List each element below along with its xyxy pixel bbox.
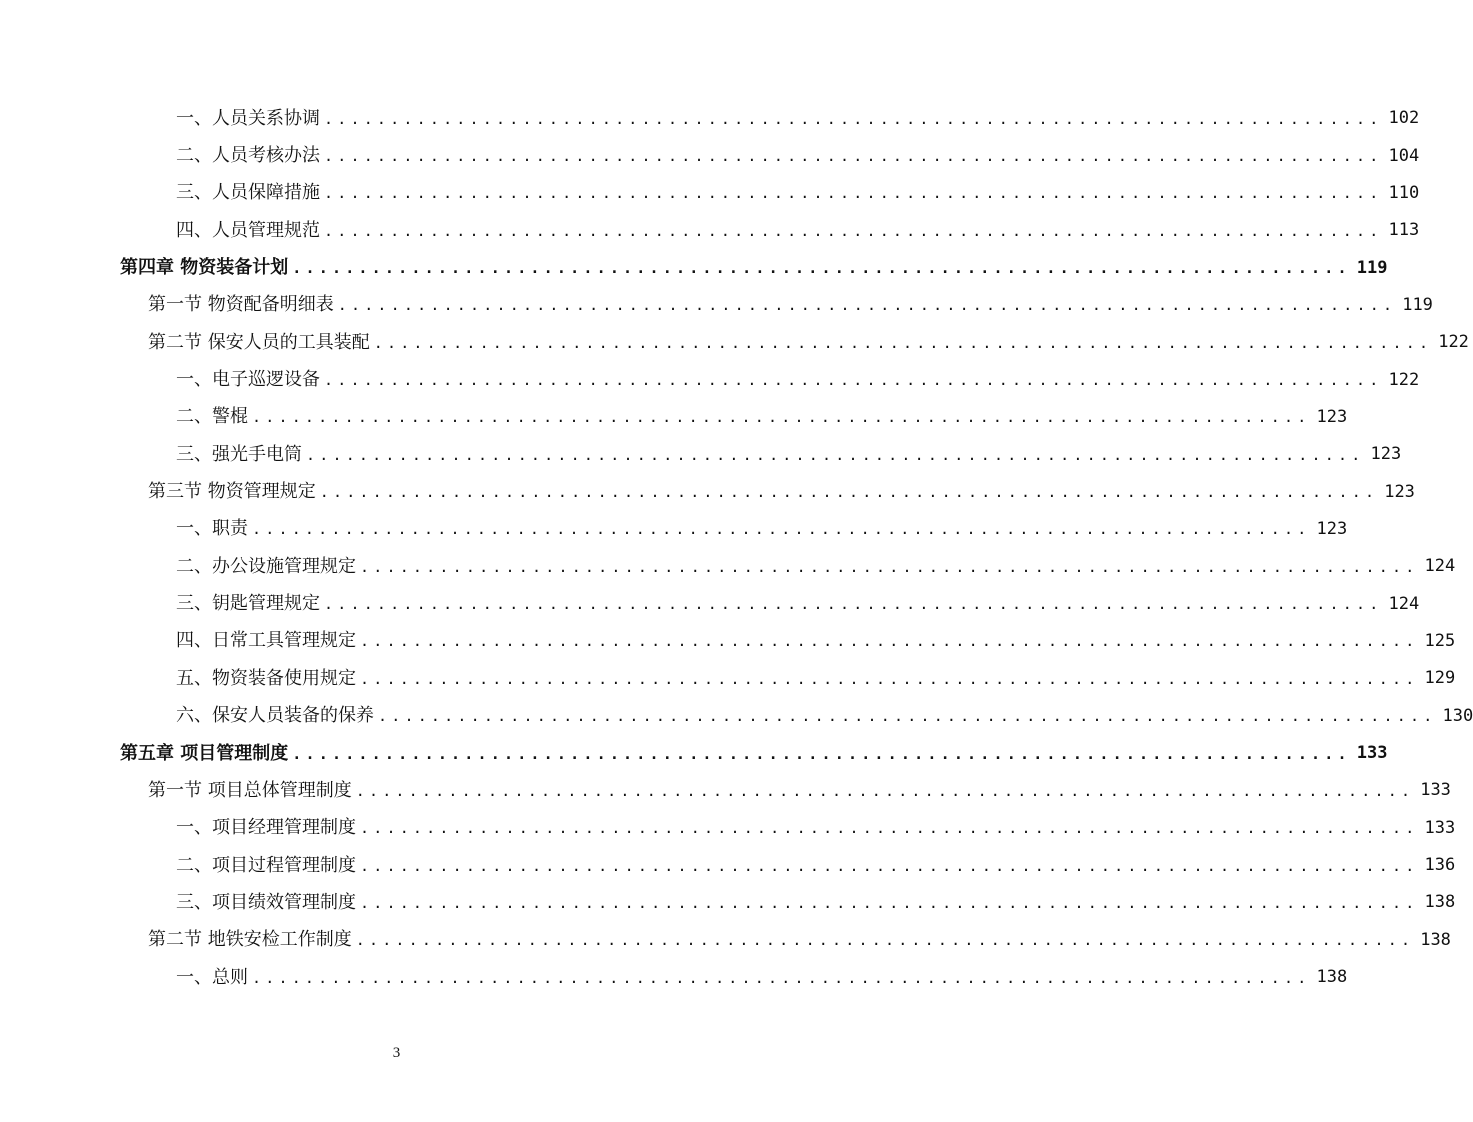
toc-entry-title: 一、职责 [176,518,248,540]
toc-subsection-entry[interactable] [0,660,1456,697]
toc-entry-title: 一、总则 [176,966,248,988]
toc-subsection-entry[interactable] [0,436,1402,473]
toc-dot-leader: ................................................................................ [324,371,1383,390]
toc-entry-page: 136 [1424,855,1456,876]
toc-entry-title: 一、电子巡逻设备 [176,369,320,391]
toc-subsection-entry[interactable] [0,100,1420,137]
toc-entry-title: 一、人员关系协调 [176,107,320,129]
toc-entry-title: 第五章 项目管理制度 [120,742,289,764]
toc-entry-title: 二、人员考核办法 [176,145,320,167]
toc-entry-page: 125 [1424,630,1456,651]
toc-entry-title: 第二节 地铁安检工作制度 [148,929,352,951]
toc-entry-title: 三、强光手电筒 [176,443,302,465]
table-of-contents [0,100,1473,996]
toc-entry-title: 第三节 物资管理规定 [148,481,316,503]
toc-entry-page: 113 [1388,220,1420,241]
toc-entry-page: 122 [1388,369,1420,390]
toc-subsection-entry[interactable] [0,511,1348,548]
toc-chapter-entry[interactable] [0,735,1388,772]
toc-dot-leader: ................................................................................ [360,557,1419,576]
toc-entry-page: 123 [1370,444,1402,465]
toc-entry-title: 三、项目绩效管理制度 [176,891,356,913]
toc-entry-title: 一、项目经理管理制度 [176,817,356,839]
toc-section-entry[interactable] [0,922,1451,959]
toc-subsection-entry[interactable] [0,548,1456,585]
toc-dot-leader: ................................................................................ [360,632,1419,651]
toc-entry-title: 二、警棍 [176,406,248,428]
toc-subsection-entry[interactable] [0,623,1456,660]
toc-entry-title: 第一节 物资配备明细表 [148,294,334,316]
toc-dot-leader: ................................................................................ [378,707,1437,726]
toc-entry-page: 123 [1384,481,1415,502]
toc-section-entry[interactable] [0,287,1433,324]
toc-dot-leader: ................................................................................ [360,819,1419,838]
toc-entry-page: 130 [1442,705,1473,726]
toc-entry-page: 123 [1316,406,1348,427]
toc-subsection-entry[interactable] [0,847,1456,884]
toc-entry-page: 123 [1316,518,1348,539]
toc-subsection-entry[interactable] [0,137,1420,174]
toc-chapter-entry[interactable] [0,249,1388,286]
toc-entry-page: 104 [1388,145,1420,166]
toc-subsection-entry[interactable] [0,884,1456,921]
toc-entry-page: 133 [1420,780,1451,801]
toc-subsection-entry[interactable] [0,361,1420,398]
toc-entry-title: 第一节 项目总体管理制度 [148,779,352,801]
toc-entry-page: 124 [1424,556,1456,577]
toc-dot-leader: ................................................................................ [324,221,1383,240]
toc-subsection-entry[interactable] [0,212,1420,249]
toc-entry-page: 138 [1316,967,1348,988]
toc-entry-title: 四、人员管理规范 [176,219,320,241]
toc-dot-leader: ................................................................................ [252,520,1311,539]
toc-dot-leader: ................................................................................ [319,483,1379,502]
toc-entry-title: 二、办公设施管理规定 [176,555,356,577]
toc-entry-title: 五、物资装备使用规定 [176,667,356,689]
toc-dot-leader: ................................................................................ [292,259,1351,278]
toc-section-entry[interactable] [0,772,1451,809]
toc-dot-leader: ................................................................................ [324,109,1383,128]
toc-entry-page: 138 [1420,929,1451,950]
toc-dot-leader: ................................................................................ [324,595,1383,614]
toc-dot-leader: ................................................................................ [355,781,1415,800]
toc-section-entry[interactable] [0,324,1469,361]
toc-entry-title: 四、日常工具管理规定 [176,630,356,652]
toc-entry-page: 133 [1424,817,1456,838]
toc-dot-leader: ................................................................................ [355,931,1415,950]
toc-entry-title: 三、人员保障措施 [176,182,320,204]
toc-entry-page: 133 [1356,743,1388,764]
toc-entry-page: 138 [1424,892,1456,913]
toc-entry-page: 129 [1424,668,1456,689]
toc-dot-leader: ................................................................................ [292,744,1351,763]
toc-section-entry[interactable] [0,473,1415,510]
toc-entry-title: 六、保安人员装备的保养 [176,705,374,727]
toc-entry-title: 三、钥匙管理规定 [176,593,320,615]
toc-subsection-entry[interactable] [0,698,1473,735]
toc-subsection-entry[interactable] [0,959,1348,996]
toc-entry-page: 102 [1388,108,1420,129]
page-number: 3 [392,1045,401,1061]
toc-dot-leader: ................................................................................ [324,147,1383,166]
toc-subsection-entry[interactable] [0,810,1456,847]
toc-subsection-entry[interactable] [0,399,1348,436]
toc-subsection-entry[interactable] [0,175,1420,212]
toc-dot-leader: ................................................................................ [360,893,1419,912]
toc-dot-leader: ................................................................................ [324,184,1383,203]
toc-entry-page: 122 [1438,332,1469,353]
toc-entry-title: 第二节 保安人员的工具装配 [148,331,370,353]
toc-entry-page: 119 [1356,257,1388,278]
toc-entry-title: 二、项目过程管理制度 [176,854,356,876]
toc-dot-leader: ................................................................................ [373,333,1433,352]
toc-dot-leader: ................................................................................ [360,669,1419,688]
toc-dot-leader: ................................................................................ [252,968,1311,987]
toc-entry-page: 110 [1388,182,1420,203]
toc-entry-page: 119 [1402,294,1433,315]
toc-dot-leader: ................................................................................ [360,856,1419,875]
toc-dot-leader: ................................................................................ [252,408,1311,427]
toc-subsection-entry[interactable] [0,585,1420,622]
toc-dot-leader: ................................................................................ [306,445,1365,464]
toc-dot-leader: ................................................................................ [337,296,1397,315]
toc-entry-title: 第四章 物资装备计划 [120,257,289,279]
toc-entry-page: 124 [1388,593,1420,614]
